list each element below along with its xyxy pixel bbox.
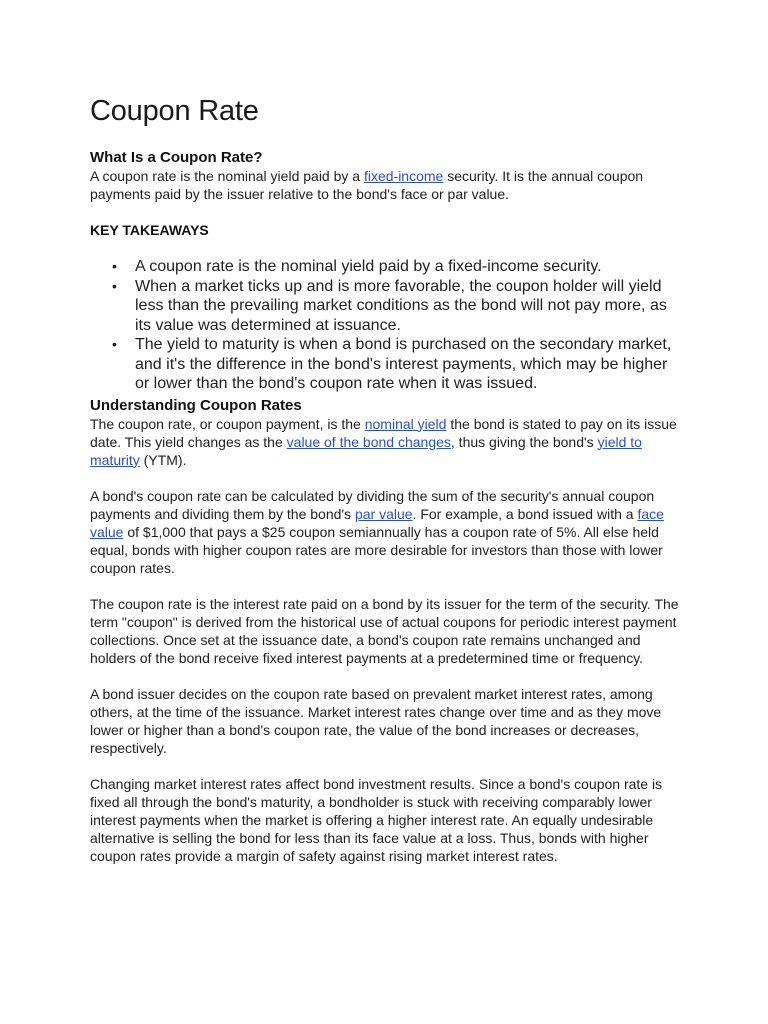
spacer bbox=[90, 239, 680, 257]
document-page bbox=[90, 93, 680, 865]
spacer bbox=[90, 469, 680, 487]
list-item bbox=[90, 277, 680, 336]
list-item bbox=[90, 257, 680, 277]
text-span: the bond is stated to pay on its issue date. This yield changes as the bbox=[90, 415, 677, 450]
text-span: The coupon rate, or coupon payment, is the bbox=[90, 415, 365, 432]
text-span: security. It is the annual coupon payments paid by the issuer relative to the bond's face or par value. bbox=[90, 168, 644, 202]
key-takeaways-heading: KEY TAKEAWAYS bbox=[90, 222, 209, 238]
understanding-paragraph-2 bbox=[90, 487, 680, 577]
link-yield-to-maturity[interactable]: yield to maturity bbox=[90, 433, 642, 468]
spacer bbox=[90, 203, 680, 221]
spacer bbox=[90, 757, 680, 775]
understanding-paragraph-1 bbox=[90, 415, 680, 469]
bullet-icon: • bbox=[112, 277, 117, 294]
bullet-icon: • bbox=[112, 336, 117, 352]
takeaway-text: The yield to maturity is when a bond is purchased on the secondary market, and it's the difference in the bond's interest payments, which may be higher or lower than the bond's coupon rate when it was issued. bbox=[135, 336, 672, 392]
definition-paragraph bbox=[90, 167, 680, 203]
text-span: (YTM). bbox=[139, 451, 187, 468]
link-face-value[interactable]: face value bbox=[90, 505, 664, 540]
understanding-paragraph-4: A bond issuer decides on the coupon rate based on prevalent market interest rates, among others, at the time of the issuance. Market interest rates change over time and as they move lower or higher than a bond's coupon rate, the value of the bond increases or decreases, respectively. bbox=[90, 685, 662, 756]
takeaway-text: A coupon rate is the nominal yield paid by a fixed-income security. bbox=[135, 258, 602, 275]
text-span: . For example, a bond issued with a bbox=[412, 505, 638, 522]
spacer bbox=[90, 667, 680, 685]
page-title: Coupon Rate bbox=[90, 95, 259, 127]
section-heading-what-is: What Is a Coupon Rate? bbox=[90, 149, 263, 166]
takeaway-text: When a market ticks up and is more favorable, the coupon holder will yield less than the prevailing market conditions as the bond will not pay more, as its value was determined at issuance. bbox=[135, 277, 667, 334]
list-item bbox=[90, 335, 680, 394]
text-span: A bond's coupon rate can be calculated by dividing the sum of the security's annual coupon payments and dividing them by the bond's bbox=[90, 487, 655, 522]
spacer bbox=[90, 577, 680, 595]
link-value-of-bond-changes[interactable]: value of the bond changes bbox=[286, 433, 451, 450]
text-span: A coupon rate is the nominal yield paid by a bbox=[90, 168, 364, 184]
section-heading-understanding: Understanding Coupon Rates bbox=[90, 396, 302, 414]
bullet-icon: • bbox=[112, 258, 117, 274]
link-fixed-income[interactable]: fixed-income bbox=[363, 168, 444, 184]
link-nominal-yield[interactable]: nominal yield bbox=[364, 415, 447, 432]
key-takeaways-list bbox=[90, 257, 680, 394]
text-span: , thus giving the bond's bbox=[450, 433, 598, 450]
link-par-value[interactable]: par value bbox=[354, 505, 413, 522]
understanding-paragraph-5: Changing market interest rates affect bond investment results. Since a bond's coupon rate is fixed all through the bond's maturity, a bondholder is stuck with receiving comparably lower interest payments when the market is offering a higher interest rate. An equally undesirable alternative is selling the bond for less than its face value at a loss. Thus, bonds with higher coupon rates provide a margin of safety against rising market interest rates. bbox=[90, 775, 663, 864]
understanding-paragraph-3: The coupon rate is the interest rate paid on a bond by its issuer for the term of the security. The term "coupon" is derived from the historical use of actual coupons for periodic interest payment collections. Once set at the issuance date, a bond's coupon rate remains unchanged and holders of the bond receive fixed interest payments at a predetermined time or frequency. bbox=[90, 595, 679, 666]
text-span: of $1,000 that pays a $25 coupon semiannually has a coupon rate of 5%. All else held equal, bonds with higher coupon rates are more desirable for investors than those with lower coupon rates. bbox=[90, 523, 663, 576]
